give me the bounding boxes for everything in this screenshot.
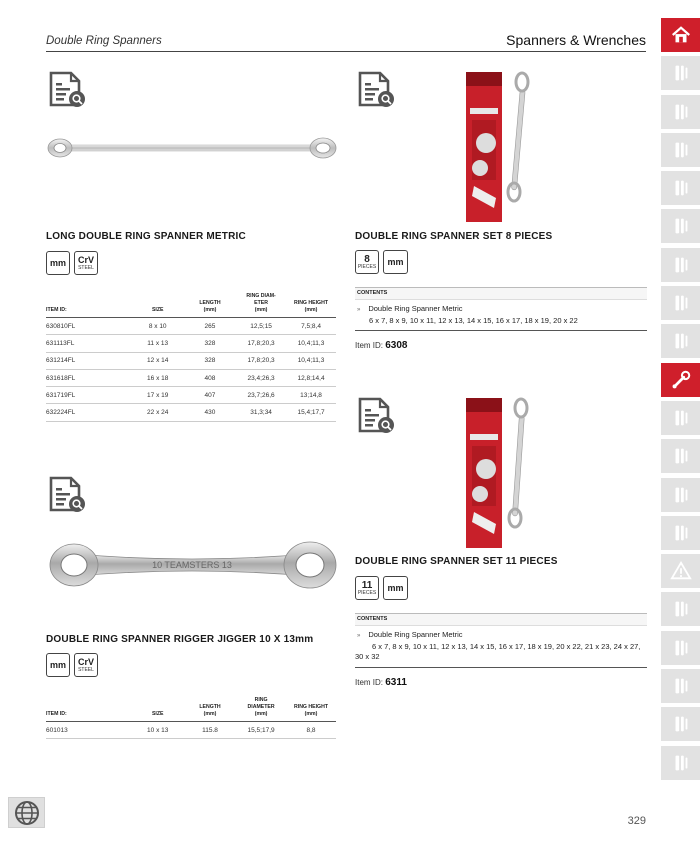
- sidebar-item-gear-hand[interactable]: [661, 707, 700, 741]
- pieces-label: PIECES: [357, 589, 377, 596]
- datasheet-icon[interactable]: [48, 71, 86, 111]
- metric-badge: [383, 576, 408, 600]
- metric-badge: [46, 251, 70, 275]
- contents-label: CONTENTS: [355, 287, 647, 300]
- bits-icon: [670, 62, 692, 84]
- table-row: [46, 335, 336, 352]
- metric-label: mm: [49, 660, 66, 670]
- table-row: [46, 404, 336, 421]
- table-cell: 630810FL: [46, 318, 132, 335]
- item-id-label: Item ID:: [355, 341, 384, 350]
- sidebar-item-toolbox[interactable]: [661, 133, 700, 167]
- table-cell: 601013: [46, 722, 132, 739]
- glove-icon: [670, 598, 692, 620]
- table-cell: 408: [184, 369, 236, 386]
- clamp-icon: [670, 752, 692, 774]
- bullet-icon: »: [357, 633, 361, 639]
- metric-label: mm: [387, 257, 404, 267]
- drill-icon: [670, 101, 692, 123]
- table-cell: 407: [184, 387, 236, 404]
- spec-table: [46, 293, 336, 422]
- column-header: SIZE: [132, 293, 184, 318]
- table-cell: 23,7;26,6: [236, 387, 286, 404]
- pliers-icon: [670, 522, 692, 544]
- table-cell: 632224FL: [46, 404, 132, 421]
- table-row: [46, 387, 336, 404]
- bit-holder-icon: [670, 292, 692, 314]
- table-cell: 328: [184, 335, 236, 352]
- table-cell: 8 x 10: [132, 318, 184, 335]
- product-title: DOUBLE RING SPANNER RIGGER JIGGER 10 X 13mm: [46, 634, 314, 645]
- column-header: LENGTH (mm): [184, 697, 236, 722]
- table-cell: 12,8;14,4: [286, 369, 336, 386]
- screwdriver-icon: [670, 330, 692, 352]
- table-cell: 15,4;17,7: [286, 404, 336, 421]
- pieces-badge: [355, 576, 379, 600]
- contents-row: [355, 300, 647, 331]
- table-cell: 11 x 13: [132, 335, 184, 352]
- sidebar-item-glove[interactable]: [661, 592, 700, 626]
- sidebar-item-home[interactable]: [661, 18, 700, 52]
- column-header: RING HEIGHT (mm): [286, 697, 336, 722]
- sidebar-item-tape-measure[interactable]: [661, 631, 700, 665]
- set-8-image: [464, 68, 544, 224]
- material-sub-label: STEEL: [78, 666, 94, 673]
- header-divider: [46, 51, 646, 52]
- sidebar-item-bits[interactable]: [661, 56, 700, 90]
- category-title: Spanners & Wrenches: [506, 32, 646, 48]
- contents-block: [355, 287, 647, 331]
- spanner-icon: [670, 369, 692, 391]
- item-id-value: 6308: [385, 340, 408, 351]
- sidebar-item-bit-holder[interactable]: [661, 286, 700, 320]
- product-title: DOUBLE RING SPANNER SET 11 PIECES: [355, 556, 558, 567]
- sidebar-item-cabinet[interactable]: [661, 248, 700, 282]
- home-icon: [670, 24, 692, 46]
- column-header: ITEM ID:: [46, 697, 132, 722]
- datasheet-icon[interactable]: [357, 71, 395, 111]
- metric-label: mm: [49, 258, 66, 268]
- contents-label: CONTENTS: [355, 613, 647, 626]
- item-id: [355, 677, 407, 688]
- table-cell: 631618FL: [46, 369, 132, 386]
- set-11-image: [464, 394, 544, 552]
- material-sub-label: STEEL: [78, 264, 94, 271]
- spec-table: [46, 697, 336, 739]
- crv-steel-badge: [74, 251, 98, 275]
- material-label: CrV: [77, 254, 94, 265]
- tape-measure-icon: [670, 637, 692, 659]
- spanner-stamp: 10 TEAMSTERS 13: [152, 560, 232, 570]
- product-title: DOUBLE RING SPANNER SET 8 PIECES: [355, 231, 553, 242]
- content-name: Double Ring Spanner Metric: [368, 630, 463, 639]
- sidebar-item-clamp[interactable]: [661, 746, 700, 780]
- table-cell: 8,8: [286, 722, 336, 739]
- gear-hand-icon: [670, 713, 692, 735]
- table-cell: 23,4;26,3: [236, 369, 286, 386]
- category-sidebar: [661, 18, 700, 784]
- table-cell: 430: [184, 404, 236, 421]
- table-cell: 115.8: [184, 722, 236, 739]
- gears-icon: [670, 675, 692, 697]
- toolbox-icon: [670, 139, 692, 161]
- content-name: Double Ring Spanner Metric: [368, 304, 463, 313]
- metric-badge: [383, 250, 408, 274]
- table-cell: 10 x 13: [132, 722, 184, 739]
- table-cell: 12,5;15: [236, 318, 286, 335]
- content-sizes: 6 x 7, 8 x 9, 10 x 11, 12 x 13, 14 x 15, 16 x 17, 18 x 19, 20 x 22, 21 x 23, 24 x 27, 30 x 32: [355, 641, 641, 661]
- file-icon: [670, 484, 692, 506]
- item-id-label: Item ID:: [355, 678, 384, 687]
- table-cell: 17,8;20,3: [236, 352, 286, 369]
- content-sizes: 6 x 7, 8 x 9, 10 x 11, 12 x 13, 14 x 15, 16 x 17, 18 x 19, 20 x 22: [369, 315, 578, 325]
- sidebar-item-screwdriver-set[interactable]: [661, 209, 700, 243]
- contents-block: [355, 613, 647, 668]
- pieces-count: 8: [364, 253, 370, 265]
- table-cell: 328: [184, 352, 236, 369]
- table-cell: 265: [184, 318, 236, 335]
- sidebar-item-chisel[interactable]: [661, 439, 700, 473]
- table-cell: 16 x 18: [132, 369, 184, 386]
- table-cell: 22 x 24: [132, 404, 184, 421]
- section-title: Double Ring Spanners: [46, 35, 162, 47]
- datasheet-icon[interactable]: [357, 397, 395, 437]
- sidebar-item-drill[interactable]: [661, 95, 700, 129]
- metric-badge: [46, 653, 70, 677]
- cabinet-icon: [670, 254, 692, 276]
- column-header: RING HEIGHT (mm): [286, 293, 336, 318]
- socket-icon: [670, 177, 692, 199]
- sidebar-item-file[interactable]: [661, 478, 700, 512]
- item-id-value: 6311: [385, 677, 407, 688]
- table-cell: 13;14,8: [286, 387, 336, 404]
- table-cell: 17 x 19: [132, 387, 184, 404]
- sidebar-item-warning[interactable]: [661, 554, 700, 588]
- rigger-spanner-image: [46, 536, 338, 594]
- page-number: 329: [627, 815, 646, 827]
- table-cell: 31,3;34: [236, 404, 286, 421]
- sidebar-item-pliers[interactable]: [661, 516, 700, 550]
- table-cell: 17,8;20,3: [236, 335, 286, 352]
- table-row: [46, 352, 336, 369]
- table-cell: 12 x 14: [132, 352, 184, 369]
- language-button[interactable]: [8, 797, 45, 828]
- item-id: [355, 340, 408, 351]
- sidebar-item-gears[interactable]: [661, 669, 700, 703]
- pieces-count: 11: [361, 579, 373, 591]
- table-cell: 10,4;11,3: [286, 352, 336, 369]
- product-title: LONG DOUBLE RING SPANNER METRIC: [46, 231, 246, 242]
- bullet-icon: »: [357, 307, 361, 313]
- contents-row: [355, 626, 647, 668]
- column-header: SIZE: [132, 697, 184, 722]
- warning-icon: [670, 560, 692, 582]
- material-label: CrV: [77, 656, 94, 667]
- sidebar-item-screwdriver[interactable]: [661, 324, 700, 358]
- column-header: ITEM ID:: [46, 293, 132, 318]
- column-header: RING DIAMETER (mm): [236, 697, 286, 722]
- column-header: LENGTH (mm): [184, 293, 236, 318]
- sidebar-item-socket[interactable]: [661, 171, 700, 205]
- long-spanner-image: [46, 132, 338, 164]
- table-cell: 15,5;17,9: [236, 722, 286, 739]
- pieces-badge: [355, 250, 379, 274]
- pieces-label: PIECES: [357, 263, 377, 270]
- column-header: RING DIAM- ETER (mm): [236, 293, 286, 318]
- sidebar-item-hammer[interactable]: [661, 401, 700, 435]
- hammer-icon: [670, 407, 692, 429]
- sidebar-item-spanner[interactable]: [661, 363, 700, 397]
- screwdriver-set-icon: [670, 215, 692, 237]
- table-row: [46, 722, 336, 739]
- table-cell: 631719FL: [46, 387, 132, 404]
- chisel-icon: [670, 445, 692, 467]
- table-cell: 10,4;11,3: [286, 335, 336, 352]
- table-row: [46, 318, 336, 335]
- globe-icon: [14, 800, 40, 826]
- table-cell: 7,5;8,4: [286, 318, 336, 335]
- metric-label: mm: [387, 583, 404, 593]
- table-row: [46, 369, 336, 386]
- table-cell: 631113FL: [46, 335, 132, 352]
- datasheet-icon[interactable]: [48, 476, 86, 516]
- table-cell: 631214FL: [46, 352, 132, 369]
- crv-steel-badge: [74, 653, 98, 677]
